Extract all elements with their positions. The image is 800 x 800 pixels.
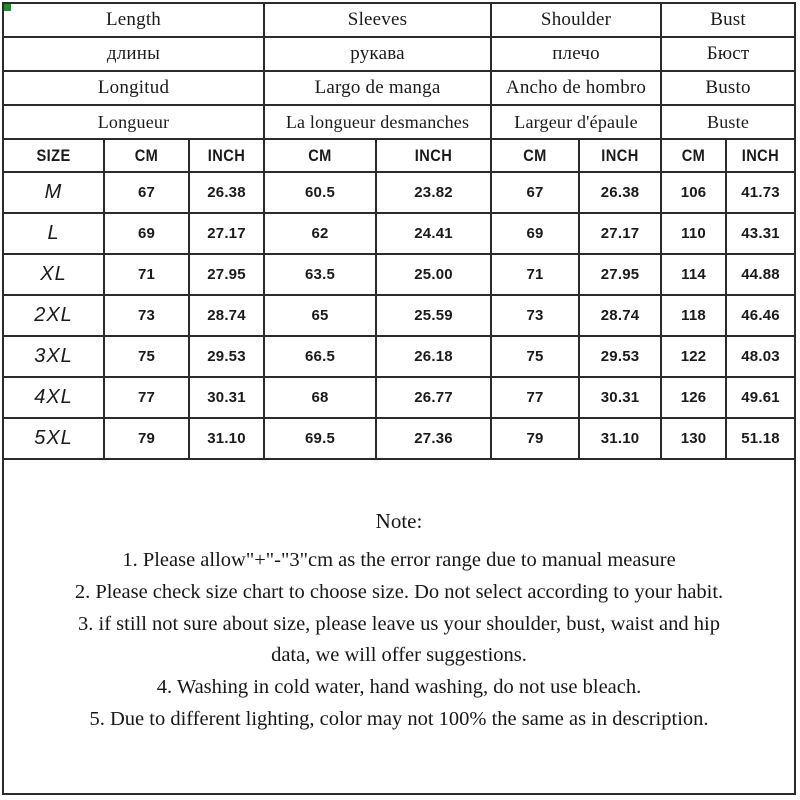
size-chart-sheet	[2, 2, 796, 795]
cell-bust-inch: 44.88	[726, 254, 794, 295]
cell-bust-inch: 49.61	[726, 377, 794, 418]
cell-bust-inch: 41.73	[726, 172, 794, 213]
cell-sleeves-inch: 25.00	[376, 254, 491, 295]
cell-bust-inch: 43.31	[726, 213, 794, 254]
cell-sleeves-cm: 62	[264, 213, 376, 254]
group-header-length-es: Longitud	[4, 71, 264, 105]
cell-sleeves-inch: 25.59	[376, 295, 491, 336]
cell-length-inch: 30.31	[189, 377, 264, 418]
cell-bust-inch: 46.46	[726, 295, 794, 336]
cell-length-cm: 71	[104, 254, 189, 295]
cell-sleeves-cm: 65	[264, 295, 376, 336]
column-header-bust-cm: CM	[666, 139, 722, 172]
note-line-4: 4. Washing in cold water, hand washing, do not use bleach.	[156, 676, 642, 699]
column-header-shoulder-inch: INCH	[585, 139, 656, 172]
cell-sleeves-inch: 26.77	[376, 377, 491, 418]
size-label: 3XL	[4, 336, 104, 377]
cell-length-cm: 73	[104, 295, 189, 336]
cell-shoulder-cm: 75	[491, 336, 579, 377]
cell-length-inch: 29.53	[189, 336, 264, 377]
note-title: Note:	[375, 509, 423, 533]
cell-bust-inch: 48.03	[726, 336, 794, 377]
group-header-bust-fr: Buste	[661, 105, 794, 139]
cell-sleeves-inch: 24.41	[376, 213, 491, 254]
column-header-size: SIZE	[11, 139, 97, 172]
note-line-1: 1. Please allow"+"-"3"cm as the error range due to manual measure	[122, 549, 676, 572]
unit-header-row	[4, 139, 794, 172]
cell-sleeves-inch: 23.82	[376, 172, 491, 213]
cell-shoulder-cm: 69	[491, 213, 579, 254]
group-header-sleeves-ru: рукава	[264, 37, 491, 71]
cell-shoulder-cm: 71	[491, 254, 579, 295]
table-row	[4, 213, 794, 254]
cell-shoulder-cm: 79	[491, 418, 579, 459]
cell-shoulder-cm: 67	[491, 172, 579, 213]
group-header-length-fr: Longueur	[4, 105, 264, 139]
group-header-sleeves-fr: La longueur desmanches	[264, 105, 491, 139]
size-chart-table	[4, 4, 794, 460]
cell-shoulder-inch: 26.38	[579, 172, 661, 213]
cell-length-inch: 26.38	[189, 172, 264, 213]
group-header-shoulder-ru: плечо	[491, 37, 661, 71]
cell-length-inch: 27.17	[189, 213, 264, 254]
cell-length-inch: 27.95	[189, 254, 264, 295]
cell-shoulder-inch: 29.53	[579, 336, 661, 377]
cell-bust-cm: 114	[661, 254, 726, 295]
column-header-sleeves-inch: INCH	[384, 139, 483, 172]
table-row	[4, 172, 794, 213]
note-line-3: 3. if still not sure about size, please leave us your shoulder, bust, waist and hip	[78, 612, 720, 635]
cell-bust-cm: 130	[661, 418, 726, 459]
cell-length-cm: 69	[104, 213, 189, 254]
size-label: M	[4, 172, 104, 213]
cell-shoulder-inch: 30.31	[579, 377, 661, 418]
cell-shoulder-inch: 31.10	[579, 418, 661, 459]
size-label: 5XL	[4, 418, 104, 459]
size-label: L	[4, 213, 104, 254]
note-line-3-cont: data, we will offer suggestions.	[271, 644, 527, 667]
group-header-bust-en: Bust	[661, 4, 794, 37]
size-label: 2XL	[4, 295, 104, 336]
column-header-shoulder-cm: CM	[497, 139, 573, 172]
cell-bust-cm: 118	[661, 295, 726, 336]
cell-length-cm: 75	[104, 336, 189, 377]
cell-length-inch: 31.10	[189, 418, 264, 459]
cell-sleeves-cm: 63.5	[264, 254, 376, 295]
cell-length-cm: 79	[104, 418, 189, 459]
column-header-length-inch: INCH	[194, 139, 259, 172]
cell-bust-cm: 106	[661, 172, 726, 213]
column-header-sleeves-cm: CM	[272, 139, 368, 172]
cell-length-inch: 28.74	[189, 295, 264, 336]
group-header-bust-es: Busto	[661, 71, 794, 105]
cell-sleeves-inch: 26.18	[376, 336, 491, 377]
cell-bust-cm: 126	[661, 377, 726, 418]
group-header-row-ru	[4, 37, 794, 71]
cell-length-cm: 67	[104, 172, 189, 213]
table-row	[4, 336, 794, 377]
cell-sleeves-inch: 27.36	[376, 418, 491, 459]
group-header-row-en	[4, 4, 794, 37]
group-header-shoulder-fr: Largeur d'épaule	[491, 105, 661, 139]
cell-sleeves-cm: 69.5	[264, 418, 376, 459]
note-line-2: 2. Please check size chart to choose size. Do not select according to your habit.	[74, 580, 724, 603]
cell-bust-cm: 122	[661, 336, 726, 377]
column-header-length-cm: CM	[110, 139, 183, 172]
cell-sleeves-cm: 68	[264, 377, 376, 418]
group-header-shoulder-es: Ancho de hombro	[491, 71, 661, 105]
group-header-row-es	[4, 71, 794, 105]
column-header-bust-inch: INCH	[731, 139, 789, 172]
cell-bust-cm: 110	[661, 213, 726, 254]
table-row	[4, 254, 794, 295]
cell-shoulder-cm: 77	[491, 377, 579, 418]
cell-bust-inch: 51.18	[726, 418, 794, 459]
group-header-row-fr	[4, 105, 794, 139]
cell-shoulder-inch: 27.95	[579, 254, 661, 295]
group-header-sleeves-en: Sleeves	[264, 4, 491, 37]
group-header-shoulder-en: Shoulder	[491, 4, 661, 37]
group-header-length-ru: длины	[4, 37, 264, 71]
group-header-bust-ru: Бюст	[661, 37, 794, 71]
corner-artifact	[4, 4, 11, 11]
size-label: 4XL	[4, 377, 104, 418]
note-section	[4, 438, 794, 736]
cell-shoulder-inch: 28.74	[579, 295, 661, 336]
cell-sleeves-cm: 66.5	[264, 336, 376, 377]
group-header-length-en: Length	[4, 4, 264, 37]
table-row	[4, 377, 794, 418]
cell-sleeves-cm: 60.5	[264, 172, 376, 213]
cell-length-cm: 77	[104, 377, 189, 418]
size-label: XL	[4, 254, 104, 295]
group-header-sleeves-es: Largo de manga	[264, 71, 491, 105]
note-line-5: 5. Due to different lighting, color may not 100% the same as in description.	[89, 707, 709, 730]
cell-shoulder-cm: 73	[491, 295, 579, 336]
cell-shoulder-inch: 27.17	[579, 213, 661, 254]
table-row	[4, 295, 794, 336]
